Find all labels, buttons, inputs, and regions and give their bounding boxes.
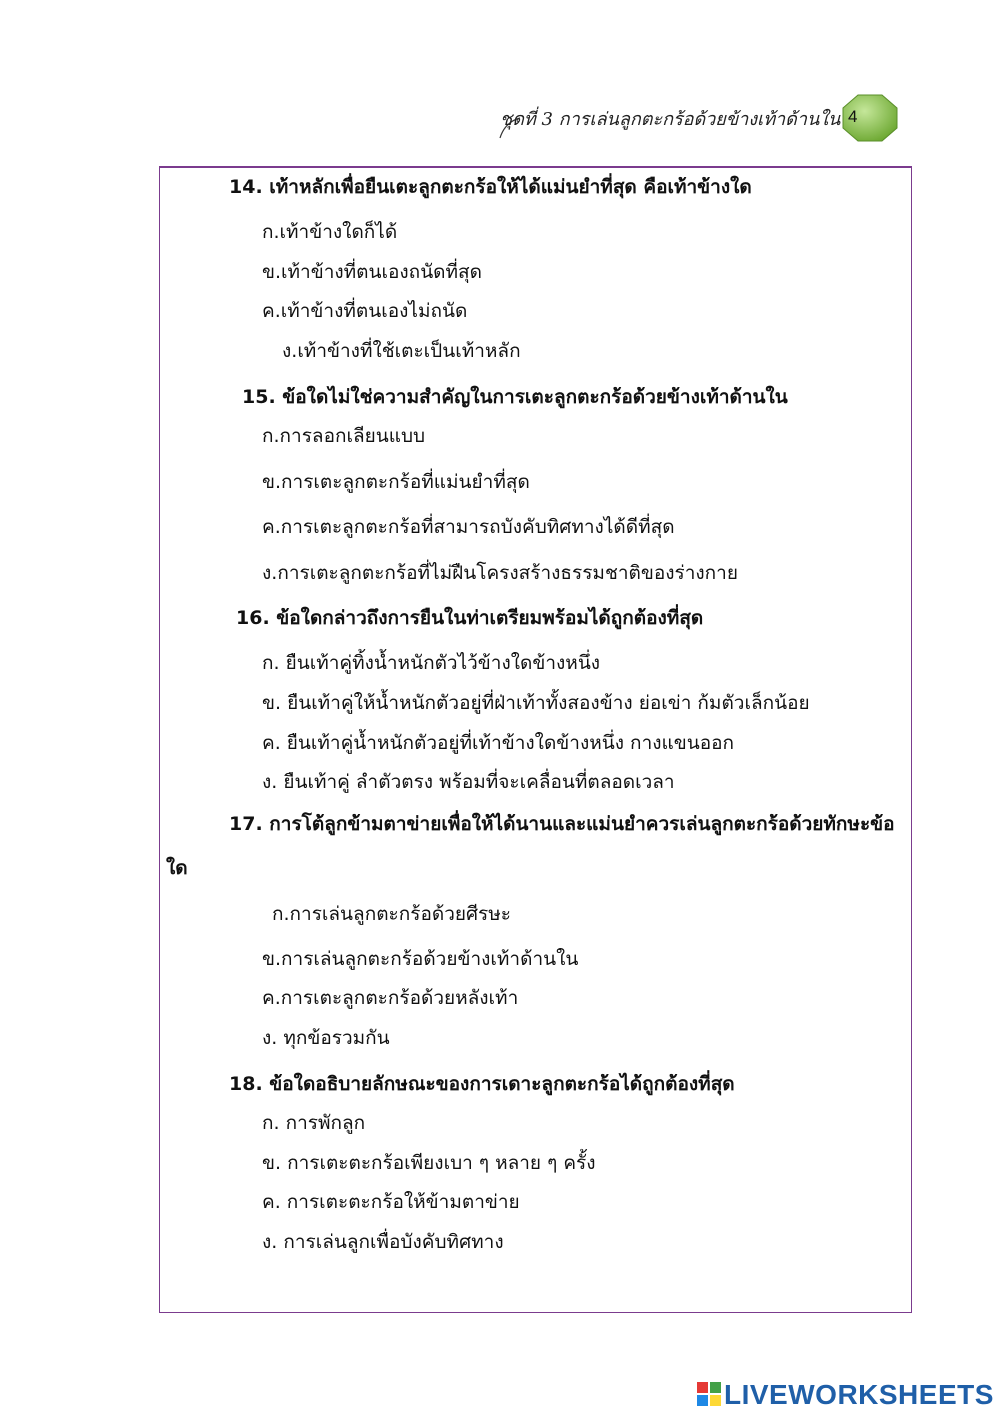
option-14-a[interactable]: ก.เท้าข้างใดก็ได้ <box>262 221 398 243</box>
option-16-d[interactable]: ง. ยืนเท้าคู่ ลำตัวตรง พร้อมที่จะเคลื่อนที่ตลอดเวลา <box>262 771 675 793</box>
liveworksheets-logo-icon <box>697 1382 721 1406</box>
option-18-a[interactable]: ก. การพักลูก <box>262 1112 366 1134</box>
question-17-continued: ใด <box>166 857 188 879</box>
option-15-d[interactable]: ง.การเตะลูกตะกร้อที่ไม่ฝืนโครงสร้างธรรมชาติของร่างกาย <box>262 562 738 584</box>
option-17-c[interactable]: ค.การเตะลูกตะกร้อด้วยหลังเท้า <box>262 987 519 1009</box>
liveworksheets-logo-text: LIVEWORKSHEETS <box>724 1379 994 1410</box>
option-14-d[interactable]: ง.เท้าข้างที่ใช้เตะเป็นเท้าหลัก <box>282 340 521 362</box>
option-15-c[interactable]: ค.การเตะลูกตะกร้อที่สามารถบังคับทิศทางได้ดีที่สุด <box>262 516 675 538</box>
option-18-d[interactable]: ง. การเล่นลูกเพื่อบังคับทิศทาง <box>262 1231 504 1253</box>
option-17-d[interactable]: ง. ทุกข้อรวมกัน <box>262 1027 390 1049</box>
option-14-c[interactable]: ค.เท้าข้างที่ตนเองไม่ถนัด <box>262 300 468 322</box>
option-17-b[interactable]: ข.การเล่นลูกตะกร้อด้วยข้างเท้าด้านใน <box>262 948 579 970</box>
question-18: 18. ข้อใดอธิบายลักษณะของการเดาะลูกตะกร้อได้ถูกต้องที่สุด <box>229 1073 735 1095</box>
question-15: 15. ข้อใดไม่ใช่ความสำคัญในการเตะลูกตะกร้อด้วยข้างเท้าด้านใน <box>242 386 788 408</box>
option-18-b[interactable]: ข. การเตะตะกร้อเพียงเบา ๆ หลาย ๆ ครั้ง <box>262 1152 596 1174</box>
question-14: 14. เท้าหลักเพื่อยืนเตะลูกตะกร้อให้ได้แม่นยำที่สุด คือเท้าข้างใด <box>229 176 752 198</box>
option-14-b[interactable]: ข.เท้าข้างที่ตนเองถนัดที่สุด <box>262 261 482 283</box>
page-number: 4 <box>848 107 858 126</box>
option-15-a[interactable]: ก.การลอกเลียนแบบ <box>262 425 426 447</box>
question-16: 16. ข้อใดกล่าวถึงการยืนในท่าเตรียมพร้อมได้ถูกต้องที่สุด <box>236 607 704 629</box>
option-16-a[interactable]: ก. ยืนเท้าคู่ทิ้งน้ำหนักตัวไว้ข้างใดข้างหนึ่ง <box>262 652 601 674</box>
option-15-b[interactable]: ข.การเตะลูกตะกร้อที่แม่นยำที่สุด <box>262 471 530 493</box>
option-16-b[interactable]: ข. ยืนเท้าคู่ให้น้ำหนักตัวอยู่ที่ฝ่าเท้าทั้งสองข้าง ย่อเข่า ก้มตัวเล็กน้อย <box>262 692 810 714</box>
question-17: 17. การโต้ลูกข้ามตาข่ายเพื่อให้ได้นานและแม่นยำควรเล่นลูกตะกร้อด้วยทักษะข้อ <box>229 813 895 835</box>
option-18-c[interactable]: ค. การเตะตะกร้อให้ข้ามตาข่าย <box>262 1191 520 1213</box>
option-16-c[interactable]: ค. ยืนเท้าคู่น้ำหนักตัวอยู่ที่เท้าข้างใดข้างหนึ่ง กางแขนออก <box>262 732 735 754</box>
page-header-title: ชุดที่ 3 การเล่นลูกตะกร้อด้วยข้างเท้าด้านใน <box>500 109 841 130</box>
option-17-a[interactable]: ก.การเล่นลูกตะกร้อด้วยศีรษะ <box>272 903 511 925</box>
